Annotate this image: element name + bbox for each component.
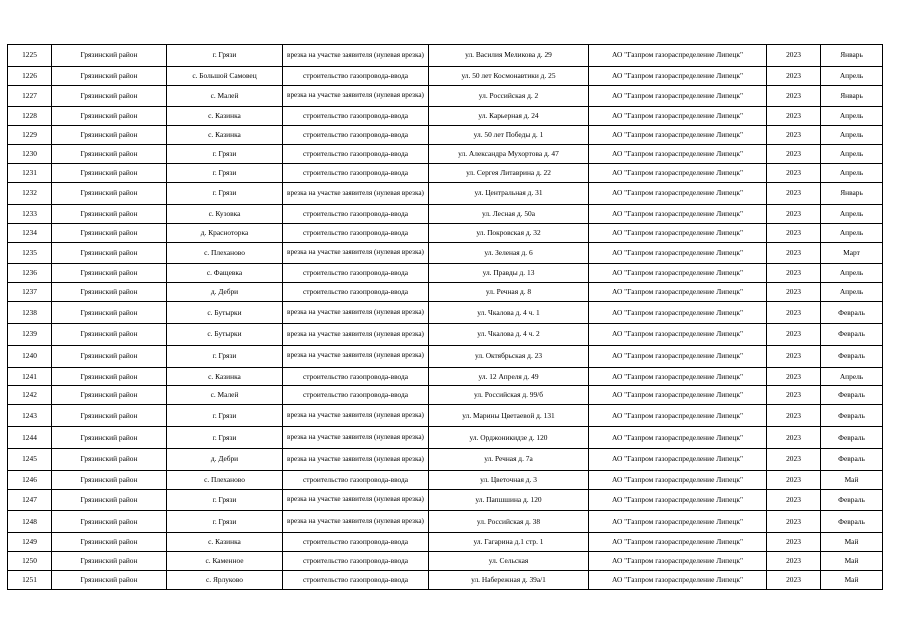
cell-address: ул. Гагарина д.1 стр. 1 [429, 533, 589, 552]
cell-district: Грязинский район [52, 367, 167, 386]
table-row [8, 164, 883, 183]
cell-number: 1246 [8, 470, 52, 489]
cell-number: 1238 [8, 302, 52, 324]
cell-number: 1228 [8, 107, 52, 126]
table-row [8, 386, 883, 405]
cell-district: Грязинский район [52, 571, 167, 590]
cell-month: Февраль [821, 324, 883, 346]
cell-company: АО "Газпром газораспределение Липецк" [589, 302, 767, 324]
cell-work-type: врезка на участке заявителя (нулевая врезка) [283, 489, 429, 511]
cell-month: Март [821, 242, 883, 264]
cell-year: 2023 [767, 242, 821, 264]
table-row [8, 324, 883, 346]
cell-locality: г. Грязи [167, 427, 283, 449]
cell-locality: с. Ярлуково [167, 571, 283, 590]
cell-work-type: строительство газопровода-ввода [283, 533, 429, 552]
cell-address: ул. Сергея Литаврина д. 22 [429, 164, 589, 183]
cell-address: ул. Центральная д. 31 [429, 183, 589, 205]
cell-district: Грязинский район [52, 427, 167, 449]
cell-locality: с. Кузовка [167, 204, 283, 223]
cell-work-type: врезка на участке заявителя (нулевая врезка) [283, 302, 429, 324]
cell-number: 1251 [8, 571, 52, 590]
cell-address: ул. Александра Мухортова д. 47 [429, 145, 589, 164]
cell-number: 1245 [8, 448, 52, 470]
table-row [8, 571, 883, 590]
cell-locality: с. Казинка [167, 126, 283, 145]
cell-district: Грязинский район [52, 283, 167, 302]
cell-year: 2023 [767, 204, 821, 223]
cell-address: ул. Покровская д. 32 [429, 223, 589, 242]
cell-work-type: строительство газопровода-ввода [283, 283, 429, 302]
table-row [8, 405, 883, 427]
cell-year: 2023 [767, 511, 821, 533]
cell-company: АО "Газпром газораспределение Липецк" [589, 164, 767, 183]
cell-company: АО "Газпром газораспределение Липецк" [589, 242, 767, 264]
cell-company: АО "Газпром газораспределение Липецк" [589, 511, 767, 533]
table-row [8, 223, 883, 242]
cell-month: Апрель [821, 107, 883, 126]
cell-locality: с. Казинка [167, 367, 283, 386]
cell-company: АО "Газпром газораспределение Липецк" [589, 533, 767, 552]
table-row [8, 533, 883, 552]
cell-locality: д. Дебри [167, 283, 283, 302]
cell-company: АО "Газпром газораспределение Липецк" [589, 264, 767, 283]
cell-work-type: строительство газопровода-ввода [283, 264, 429, 283]
cell-address: ул. 50 лет Космонавтики д. 25 [429, 66, 589, 85]
cell-locality: г. Грязи [167, 405, 283, 427]
cell-district: Грязинский район [52, 183, 167, 205]
cell-year: 2023 [767, 45, 821, 67]
cell-work-type: врезка на участке заявителя (нулевая врезка) [283, 448, 429, 470]
table-row [8, 283, 883, 302]
cell-number: 1235 [8, 242, 52, 264]
cell-company: АО "Газпром газораспределение Липецк" [589, 367, 767, 386]
cell-year: 2023 [767, 448, 821, 470]
cell-month: Май [821, 571, 883, 590]
cell-address: ул. 12 Апреля д. 49 [429, 367, 589, 386]
table-row [8, 302, 883, 324]
table-row [8, 107, 883, 126]
cell-year: 2023 [767, 66, 821, 85]
cell-month: Апрель [821, 223, 883, 242]
cell-address: ул. Орджоникидзе д. 120 [429, 427, 589, 449]
cell-address: ул. Речная д. 7а [429, 448, 589, 470]
cell-number: 1240 [8, 345, 52, 367]
cell-locality: с. Большой Самовец [167, 66, 283, 85]
table-row [8, 345, 883, 367]
cell-address: ул. Чкалова д. 4 ч. 2 [429, 324, 589, 346]
cell-year: 2023 [767, 386, 821, 405]
cell-year: 2023 [767, 183, 821, 205]
cell-year: 2023 [767, 126, 821, 145]
cell-address: ул. Василия Меликова д. 29 [429, 45, 589, 67]
cell-year: 2023 [767, 302, 821, 324]
table-row [8, 204, 883, 223]
cell-address: ул. Набережная д. 39а/1 [429, 571, 589, 590]
cell-month: Февраль [821, 386, 883, 405]
cell-locality: г. Грязи [167, 511, 283, 533]
cell-work-type: строительство газопровода-ввода [283, 107, 429, 126]
cell-work-type: строительство газопровода-ввода [283, 126, 429, 145]
cell-year: 2023 [767, 489, 821, 511]
cell-month: Апрель [821, 126, 883, 145]
cell-work-type: строительство газопровода-ввода [283, 470, 429, 489]
cell-work-type: врезка на участке заявителя (нулевая врезка) [283, 45, 429, 67]
cell-number: 1232 [8, 183, 52, 205]
cell-year: 2023 [767, 345, 821, 367]
cell-work-type: строительство газопровода-ввода [283, 552, 429, 571]
cell-month: Февраль [821, 511, 883, 533]
table-row [8, 489, 883, 511]
cell-company: АО "Газпром газораспределение Липецк" [589, 66, 767, 85]
cell-number: 1248 [8, 511, 52, 533]
cell-company: АО "Газпром газораспределение Липецк" [589, 45, 767, 67]
cell-locality: г. Грязи [167, 45, 283, 67]
cell-district: Грязинский район [52, 489, 167, 511]
cell-number: 1250 [8, 552, 52, 571]
cell-address: ул. Российская д. 38 [429, 511, 589, 533]
cell-district: Грязинский район [52, 107, 167, 126]
cell-number: 1234 [8, 223, 52, 242]
cell-year: 2023 [767, 164, 821, 183]
cell-district: Грязинский район [52, 405, 167, 427]
cell-number: 1244 [8, 427, 52, 449]
cell-number: 1231 [8, 164, 52, 183]
table-row [8, 367, 883, 386]
table-row [8, 470, 883, 489]
cell-district: Грязинский район [52, 345, 167, 367]
cell-work-type: врезка на участке заявителя (нулевая врезка) [283, 405, 429, 427]
table-row [8, 85, 883, 107]
cell-month: Май [821, 533, 883, 552]
cell-month: Апрель [821, 264, 883, 283]
cell-number: 1225 [8, 45, 52, 67]
table-row [8, 448, 883, 470]
cell-company: АО "Газпром газораспределение Липецк" [589, 85, 767, 107]
table-row [8, 511, 883, 533]
cell-work-type: строительство газопровода-ввода [283, 571, 429, 590]
cell-company: АО "Газпром газораспределение Липецк" [589, 345, 767, 367]
cell-number: 1229 [8, 126, 52, 145]
cell-work-type: строительство газопровода-ввода [283, 367, 429, 386]
cell-month: Апрель [821, 145, 883, 164]
cell-locality: с. Малей [167, 85, 283, 107]
cell-locality: г. Грязи [167, 164, 283, 183]
cell-company: АО "Газпром газораспределение Липецк" [589, 145, 767, 164]
cell-address: ул. Папшшина д. 120 [429, 489, 589, 511]
cell-number: 1227 [8, 85, 52, 107]
cell-district: Грязинский район [52, 164, 167, 183]
cell-district: Грязинский район [52, 145, 167, 164]
cell-number: 1230 [8, 145, 52, 164]
cell-address: ул. Марины Цветаевой д. 131 [429, 405, 589, 427]
cell-year: 2023 [767, 85, 821, 107]
cell-month: Апрель [821, 204, 883, 223]
cell-address: ул. Карьерная д. 24 [429, 107, 589, 126]
cell-locality: с. Малей [167, 386, 283, 405]
cell-year: 2023 [767, 571, 821, 590]
cell-district: Грязинский район [52, 511, 167, 533]
table-row [8, 45, 883, 67]
cell-company: АО "Газпром газораспределение Липецк" [589, 489, 767, 511]
cell-locality: с. Бутырки [167, 324, 283, 346]
cell-work-type: врезка на участке заявителя (нулевая врезка) [283, 427, 429, 449]
cell-work-type: врезка на участке заявителя (нулевая врезка) [283, 85, 429, 107]
table-row [8, 552, 883, 571]
cell-address: ул. Лесная д. 50а [429, 204, 589, 223]
cell-work-type: строительство газопровода-ввода [283, 164, 429, 183]
cell-company: АО "Газпром газораспределение Липецк" [589, 427, 767, 449]
table-row [8, 242, 883, 264]
cell-work-type: врезка на участке заявителя (нулевая врезка) [283, 324, 429, 346]
cell-month: Январь [821, 45, 883, 67]
cell-district: Грязинский район [52, 386, 167, 405]
table-body [8, 45, 883, 590]
cell-district: Грязинский район [52, 302, 167, 324]
cell-district: Грязинский район [52, 45, 167, 67]
cell-district: Грязинский район [52, 533, 167, 552]
cell-work-type: строительство газопровода-ввода [283, 145, 429, 164]
cell-locality: с. Фащевка [167, 264, 283, 283]
cell-district: Грязинский район [52, 242, 167, 264]
cell-company: АО "Газпром газораспределение Липецк" [589, 571, 767, 590]
table-row [8, 145, 883, 164]
cell-district: Грязинский район [52, 126, 167, 145]
table-row [8, 183, 883, 205]
cell-company: АО "Газпром газораспределение Липецк" [589, 204, 767, 223]
cell-company: АО "Газпром газораспределение Липецк" [589, 183, 767, 205]
cell-locality: г. Грязи [167, 345, 283, 367]
cell-locality: с. Казинка [167, 107, 283, 126]
cell-number: 1237 [8, 283, 52, 302]
cell-address: ул. Речная д. 8 [429, 283, 589, 302]
cell-year: 2023 [767, 405, 821, 427]
cell-month: Апрель [821, 164, 883, 183]
cell-company: АО "Газпром газораспределение Липецк" [589, 283, 767, 302]
cell-work-type: строительство газопровода-ввода [283, 386, 429, 405]
cell-locality: г. Грязи [167, 183, 283, 205]
cell-year: 2023 [767, 427, 821, 449]
cell-company: АО "Газпром газораспределение Липецк" [589, 448, 767, 470]
cell-month: Февраль [821, 302, 883, 324]
cell-locality: г. Грязи [167, 489, 283, 511]
cell-month: Февраль [821, 448, 883, 470]
cell-company: АО "Газпром газораспределение Липецк" [589, 386, 767, 405]
cell-address: ул. Российская д. 2 [429, 85, 589, 107]
cell-month: Январь [821, 183, 883, 205]
cell-month: Февраль [821, 345, 883, 367]
cell-month: Апрель [821, 66, 883, 85]
cell-number: 1226 [8, 66, 52, 85]
cell-number: 1239 [8, 324, 52, 346]
cell-work-type: строительство газопровода-ввода [283, 66, 429, 85]
cell-district: Грязинский район [52, 470, 167, 489]
cell-company: АО "Газпром газораспределение Липецк" [589, 126, 767, 145]
cell-month: Апрель [821, 283, 883, 302]
cell-locality: с. Каменное [167, 552, 283, 571]
cell-year: 2023 [767, 470, 821, 489]
cell-company: АО "Газпром газораспределение Липецк" [589, 223, 767, 242]
table-row [8, 126, 883, 145]
cell-district: Грязинский район [52, 204, 167, 223]
cell-year: 2023 [767, 264, 821, 283]
cell-district: Грязинский район [52, 66, 167, 85]
cell-month: Февраль [821, 489, 883, 511]
cell-address: ул. Зеленая д. 6 [429, 242, 589, 264]
cell-district: Грязинский район [52, 223, 167, 242]
cell-work-type: врезка на участке заявителя (нулевая врезка) [283, 511, 429, 533]
cell-number: 1233 [8, 204, 52, 223]
cell-address: ул. Правды д. 13 [429, 264, 589, 283]
cell-address: ул. Российская д. 99/б [429, 386, 589, 405]
gasification-table [7, 44, 883, 590]
cell-locality: д. Красноторка [167, 223, 283, 242]
cell-district: Грязинский район [52, 264, 167, 283]
table-row [8, 427, 883, 449]
cell-address: ул. Сельская [429, 552, 589, 571]
cell-locality: с. Бутырки [167, 302, 283, 324]
table-row [8, 264, 883, 283]
cell-year: 2023 [767, 552, 821, 571]
cell-district: Грязинский район [52, 324, 167, 346]
cell-number: 1242 [8, 386, 52, 405]
cell-district: Грязинский район [52, 552, 167, 571]
cell-company: АО "Газпром газораспределение Липецк" [589, 552, 767, 571]
cell-month: Февраль [821, 427, 883, 449]
cell-address: ул. Октябрьская д. 23 [429, 345, 589, 367]
cell-year: 2023 [767, 283, 821, 302]
cell-address: ул. Чкалова д. 4 ч. 1 [429, 302, 589, 324]
cell-number: 1247 [8, 489, 52, 511]
cell-year: 2023 [767, 367, 821, 386]
cell-number: 1241 [8, 367, 52, 386]
cell-work-type: врезка на участке заявителя (нулевая врезка) [283, 183, 429, 205]
gasification-table-sheet [7, 44, 882, 590]
cell-month: Май [821, 552, 883, 571]
cell-year: 2023 [767, 533, 821, 552]
cell-year: 2023 [767, 145, 821, 164]
cell-number: 1243 [8, 405, 52, 427]
cell-locality: д. Дебри [167, 448, 283, 470]
table-row [8, 66, 883, 85]
cell-work-type: врезка на участке заявителя (нулевая врезка) [283, 345, 429, 367]
cell-company: АО "Газпром газораспределение Липецк" [589, 107, 767, 126]
cell-year: 2023 [767, 324, 821, 346]
cell-district: Грязинский район [52, 448, 167, 470]
cell-company: АО "Газпром газораспределение Липецк" [589, 405, 767, 427]
cell-address: ул. 50 лет Победы д. 1 [429, 126, 589, 145]
cell-company: АО "Газпром газораспределение Липецк" [589, 470, 767, 489]
cell-work-type: врезка на участке заявителя (нулевая врезка) [283, 242, 429, 264]
cell-month: Май [821, 470, 883, 489]
cell-year: 2023 [767, 223, 821, 242]
cell-locality: с. Плеханово [167, 470, 283, 489]
cell-number: 1236 [8, 264, 52, 283]
cell-month: Апрель [821, 367, 883, 386]
cell-address: ул. Цветочная д. 3 [429, 470, 589, 489]
cell-month: Февраль [821, 405, 883, 427]
cell-number: 1249 [8, 533, 52, 552]
cell-locality: г. Грязи [167, 145, 283, 164]
cell-month: Январь [821, 85, 883, 107]
cell-district: Грязинский район [52, 85, 167, 107]
cell-work-type: строительство газопровода-ввода [283, 204, 429, 223]
cell-work-type: строительство газопровода-ввода [283, 223, 429, 242]
cell-year: 2023 [767, 107, 821, 126]
cell-locality: с. Плеханово [167, 242, 283, 264]
cell-locality: с. Казинка [167, 533, 283, 552]
cell-company: АО "Газпром газораспределение Липецк" [589, 324, 767, 346]
